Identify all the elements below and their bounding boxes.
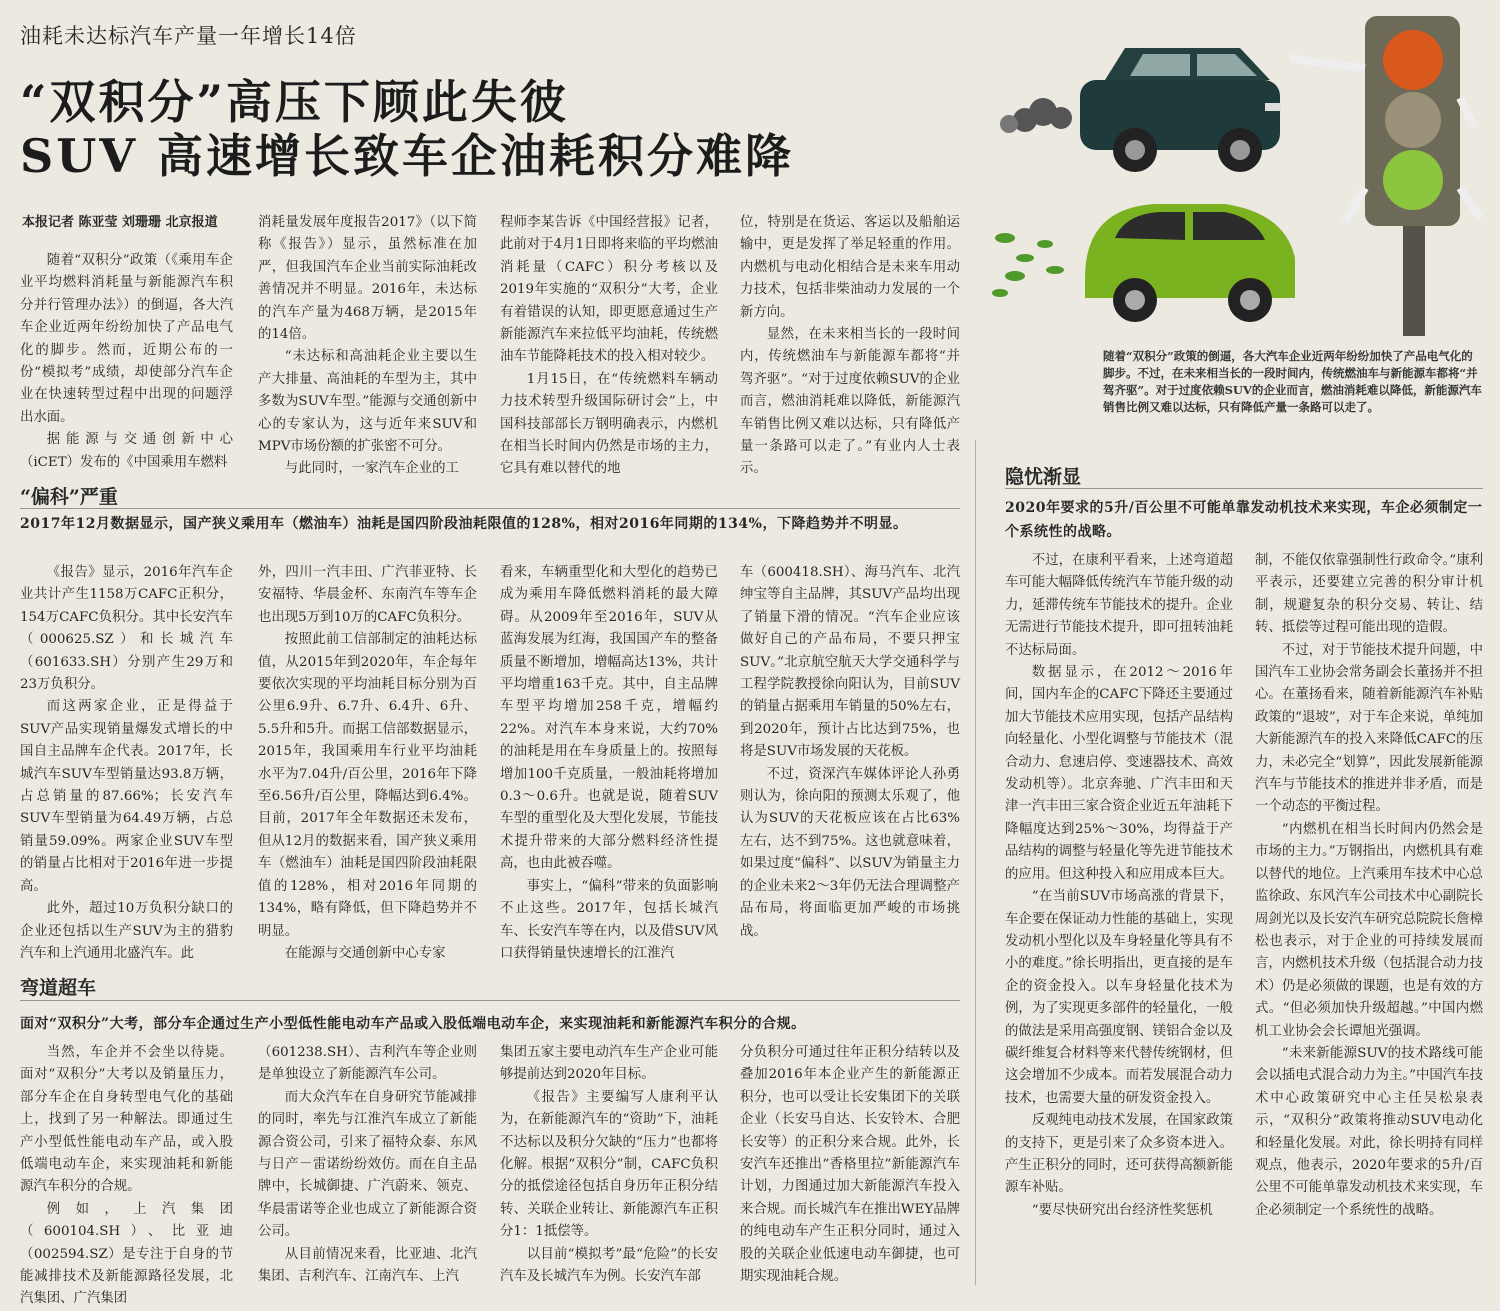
green-electric-car bbox=[1085, 204, 1295, 322]
paragraph: 不过，在康利平看来，上述弯道超车可能大幅降低传统汽车节能升级的动力，延滞传统车节能技术的提升。企业无需进行节能技术提升，即可扭转油耗不达标局面。 bbox=[1005, 553, 1233, 658]
paragraph: 位，特别是在货运、客运以及船舶运输中，更是发挥了举足轻重的作用。内燃机与电动化相结合是未来车用动力技术，包括非柴油动力发展的一个新方向。 bbox=[740, 215, 960, 320]
paragraph: 《报告》显示，2016年汽车企业共计产生1158万CAFC正积分，154万CAFC负积分。其中长安汽车（000625.SZ）和长城汽车（601633.SH）分别产生29万和23万负积分。 bbox=[20, 565, 233, 693]
paragraph: 而这两家企业，正是得益于SUV产品实现销量爆发式增长的中国自主品牌车企代表。2017年，长城汽车SUV车型销量达93.8万辆，占总销量的87.66%；长安汽车SUV车型销量为64.49万辆，占总销量59.09%。两家企业SUV车型的销量占比相对于2016年进一步提高。 bbox=[20, 699, 233, 894]
headline-line-1: “双积分”高压下顾此失彼 bbox=[20, 75, 569, 129]
paragraph: 在能源与交通创新中心专家 bbox=[284, 945, 446, 961]
paragraph: 当然，车企并不会坐以待毙。面对“双积分”大考以及销量压力，部分车企在自身转型电气化的基础上，找到了另一种解法。即通过生产小型低性能电动车产品，或入股低端电动车企，来实现油耗和新能源汽车积分的合规。 bbox=[20, 1045, 233, 1195]
column-divider bbox=[975, 440, 976, 1285]
paragraph: 不过，资深汽车媒体评论人孙勇则认为，徐向阳的预测太乐观了，他认为SUV的天花板应该在占比63%左右，达不到75%。这也就意味着，如果过度“偏科”、以SUV为销量主力的企业未来2～3年仍无法合理调整产品布局，将面临更加严峻的市场挑战。 bbox=[740, 766, 960, 939]
section-deck-overtake: 面对“双积分”大考，部分车企通过生产小型低性能电动车产品或入股低端电动车企，来实现油耗和新能源汽车积分的合规。 bbox=[20, 1016, 806, 1032]
paragraph: 按照此前工信部制定的油耗达标值，从2015年到2020年，车企每年要依次实现的平均油耗目标分别为百公里6.9升、6.7升、6.4升、6升、5.5升和5升。而据工信部数据显示，2015年，我国乘用车行业平均油耗水平为7.04升/百公里，2016年下降至6.56升/百公里，降幅达到6.4%。目前，2017年全年数据还未发布，但从12月的数据来看，国产狭义乘用车（燃油车）油耗是国四阶段油耗限值的128%，相对2016年同期的134%，略有降低，但下降趋势并不明显。 bbox=[258, 632, 477, 939]
mid-column-1 bbox=[20, 562, 233, 965]
paragraph: 据能源与交通创新中心（iCET）发布的《中国乘用车燃料 bbox=[20, 432, 233, 470]
exhaust-smoke-icon bbox=[1000, 98, 1072, 133]
mid-column-4 bbox=[740, 562, 960, 943]
paragraph: “要尽快研究出台经济性奖惩机 bbox=[1031, 1202, 1213, 1218]
section-title-bias: “偏科”严重 bbox=[20, 486, 118, 508]
paragraph: “未达标和高油耗企业主要以生产大排量、高油耗的车型为主，其中多数为SUV车型。”能源与交通创新中心的专家认为，这与近年来SUV和MPV市场份额的扩张密不可分。 bbox=[258, 349, 477, 455]
top-column-1 bbox=[20, 250, 233, 474]
paragraph: 消耗量发展年度报告2017》（以下简称《报告》）显示，虽然标准在加严，但我国汽车企业当前实际油耗改善情况并不明显。2016年，未达标的汽车产量为468万辆，是2015年的14倍。 bbox=[258, 215, 477, 343]
paragraph: “在当前SUV市场高涨的背景下，车企要在保证动力性能的基础上，实现发动机小型化以及车身轻量化等具有不小的难度。”徐长明指出，更直接的是车企的资金投入。以车身轻量化技术为例，为了实现更多部件的轻量化，一般的做法是采用高强度钢、镁铝合金以及碳纤维复合材料等来代替传统钢材，但这会增加不少成本。而若发展混合动力技术，也需要大量的研发资金投入。 bbox=[1005, 889, 1233, 1106]
kicker: 油耗未达标汽车产量一年增长14倍 bbox=[20, 24, 357, 48]
paragraph: 制，不能仅依靠强制性行政命令。”康利平表示，还要建立完善的积分审计机制，规避复杂的积分交易、转让、结转、抵偿等过程可能出现的造假。 bbox=[1255, 553, 1483, 636]
cars-traffic-light-illustration bbox=[985, 8, 1495, 338]
paragraph: 以目前“模拟考”最“危险”的长安汽车及长城汽车为例。长安汽车部 bbox=[500, 1246, 718, 1285]
section-deck-bias: 2017年12月数据显示，国产狭义乘用车（燃油车）油耗是国四阶段油耗限值的128%，相对2016年同期的134%，下降趋势并不明显。 bbox=[20, 516, 908, 532]
image-caption: 随着“双积分”政策的倒逼，各大汽车企业近两年纷纷加快了产品电气化的脚步。不过，在未来相当长的一段时间内，传统燃油车与新能源车都将“并驾齐驱”。对于过度依赖SUV的企业而言，燃油消耗难以降低，新能源汽车销售比例又难以达标，只有降低产量一条路可以走了。 bbox=[1103, 349, 1482, 414]
paragraph: 数据显示，在2012～2016年间，国内车企的CAFC下降还主要通过加大节能技术应用实现，包括产品结构向轻量化、小型化调整与节能技术（混合动力、怠速启停、变速器技术、高效发动机等）。北京奔驰、广汽丰田和天津一汽丰田三家合资企业近五年油耗下降幅度达到25%～30%，均得益于产品结构的调整与轻量化等先进节能技术的应用。但这种投入和应用成本巨大。 bbox=[1005, 665, 1233, 882]
bottom-column-4 bbox=[740, 1042, 960, 1288]
paragraph: 车（600418.SH）、海马汽车、北汽绅宝等自主品牌，其SUV产品均出现了销量下滑的情况。“汽车企业应该做好自己的产品布局，不要只押宝SUV。”北京航空航天大学交通科学与工程学院教授徐向阳认为，目前SUV的销量占据乘用车销量的50%左右，到2020年，预计占比达到75%，也将是SUV市场发展的天花板。 bbox=[740, 565, 960, 760]
paragraph: 事实上，“偏科”带来的负面影响不止这些。2017年，包括长城汽车、长安汽车等在内，以及借SUV风口获得销量快速增长的江淮汽 bbox=[500, 878, 718, 961]
paragraph: （601238.SH）、吉利汽车等企业则是单独设立了新能源汽车公司。 bbox=[258, 1045, 477, 1083]
mid-column-2 bbox=[258, 562, 477, 965]
paragraph: 程师李某告诉《中国经营报》记者，此前对于4月1日即将来临的平均燃油消耗量（CAFC）积分考核以及2019年实施的“双积分”大考，企业有着错误的认知，即更愿意通过生产新能源汽车来拉低平均油耗，传统燃油车节能降耗技术的投入相对较少。 bbox=[500, 215, 718, 365]
paragraph: 此外，超过10万负积分缺口的企业还包括以生产SUV为主的猎豹汽车和上汽通用北盛汽车。此 bbox=[20, 901, 233, 961]
paragraph: 反观纯电动技术发展，在国家政策的支持下，更是引来了众多资本进入。产生正积分的同时，还可获得高额新能源车补贴。 bbox=[1005, 1113, 1233, 1196]
paragraph: 显然，在未来相当长的一段时间内，传统燃油车与新能源车都将“并驾齐驱”。“对于过度依赖SUV的企业而言，燃油消耗难以降低，新能源汽车销售比例又难以达标，只有降低产量一条路可以走了。”有业内人士表示。 bbox=[740, 327, 960, 477]
paragraph: 集团五家主要电动汽车生产企业可能够提前达到2020年目标。 bbox=[500, 1045, 718, 1083]
right-column-1 bbox=[1005, 550, 1233, 1222]
right-column-2 bbox=[1255, 550, 1483, 1222]
paragraph: 而大众汽车在自身研究节能减排的同时，率先与江淮汽车成立了新能源合资公司，引来了福特众泰、东风与日产－雷诺纷纷效仿。而在自主品牌中，长城御捷、广汽蔚来、领克、华晨雷诺等企业也成立了新能源合资公司。 bbox=[258, 1089, 477, 1240]
paragraph: 例如，上汽集团（600104.SH）、比亚迪（002594.SZ）是专注于自身的节能减排技术及新能源路径发展，北汽集团、广汽集团 bbox=[20, 1201, 233, 1307]
byline: 本报记者 陈亚莹 刘珊珊 北京报道 bbox=[22, 215, 218, 230]
paragraph: “未来新能源SUV的技术路线可能会以插电式混合动力为主。”中国汽车技术中心政策研究中心主任吴松泉表示，“双积分”政策将推动SUV电动化和轻量化发展。对此，徐长明持有同样观点，他表示，2020年要求的5升/百公里不可能单靠发动机技术来实现，车企必须制定一个系统性的战略。 bbox=[1255, 1045, 1483, 1218]
leaf-exhaust-icon bbox=[992, 233, 1064, 297]
paragraph: 随着“双积分”政策（《乘用车企业平均燃料消耗量与新能源汽车积分并行管理办法》）的倒逼，各大汽车企业近两年纷纷加快了产品电气化的脚步。然而，近期公布的一份“模拟考”成绩，却使部分汽车企业在快速转型过程中出现的问题浮出水面。 bbox=[20, 253, 233, 425]
section-title-overtake: 弯道超车 bbox=[20, 977, 97, 999]
section-deck-worries: 2020年要求的5升/百公里不可能单靠发动机技术来实现，车企必须制定一个系统性的战略。 bbox=[1005, 500, 1483, 540]
paragraph: 看来，车辆重型化和大型化的趋势已成为乘用车降低燃料消耗的最大障碍。从2009年至2016年，SUV从蓝海发展为红海，我国国产车的整备质量不断增加，增幅高达13%，共计平均增重163千克。其中，自主品牌车型平均增加258千克，增幅约22%。对汽车本身来说，大约70%的油耗是用在车身质量上的。按照每增加100千克质量，一般油耗将增加0.3～0.6升。也就是说，随着SUV车型的重型化及大型化发展，节能技术提升带来的大部分燃料经济性提高，也由此被吞噬。 bbox=[500, 565, 718, 872]
paragraph: 外，四川一汽丰田、广汽菲亚特、长安福特、华晨金杯、东南汽车等车企也出现5万到10万的CAFC负积分。 bbox=[258, 565, 477, 625]
headline-line-2: SUV 高速增长致车企油耗积分难降 bbox=[20, 129, 795, 183]
paragraph: 1月15日，在“传统燃料车辆动力技术转型升级国际研讨会”上，中国科技部部长万钢明确表示，内燃机在相当长时间内仍然是市场的主力，它具有难以替代的地 bbox=[500, 371, 718, 477]
bottom-column-1 bbox=[20, 1042, 233, 1311]
traffic-light-icon bbox=[1290, 16, 1480, 336]
mid-column-3 bbox=[500, 562, 718, 965]
divider bbox=[1005, 488, 1483, 489]
paragraph: 不过，对于节能技术提升问题，中国汽车工业协会常务副会长董扬并不担心。在董扬看来，随着新能源汽车补贴政策的“退坡”，对于车企来说，单纯加大新能源汽车的投入来降低CAFC的压力，未必完全“划算”，因此发展新能源汽车与节能技术的推进并非矛盾，而是一个动态的平衡过程。 bbox=[1255, 642, 1483, 815]
top-column-4 bbox=[740, 212, 960, 481]
paragraph: 分负积分可通过往年正积分结转以及叠加2016年本企业产生的新能源正积分，也可以受让长安集团下的关联企业（长安马自达、长安铃木、合肥长安等）的正积分来合规。此外，长安汽车还推出“香格里拉”新能源汽车计划，力图通过加大新能源汽车投入来合规。而长城汽车在推出WEY品牌的纯电动车产生正积分同时，通过入股的关联企业低速电动车御捷，也可期实现油耗合规。 bbox=[740, 1045, 960, 1285]
paragraph: 与此同时，一家汽车企业的工 bbox=[284, 461, 459, 477]
top-column-2 bbox=[258, 212, 477, 481]
paragraph: 《报告》主要编写人康利平认为，在新能源汽车的“资助”下，油耗不达标以及积分欠缺的“压力”也都将化解。根据“双积分”制，CAFC负积分的抵偿途径包括自身历年正积分结转、关联企业转让、新能源汽车正积分1：1抵偿等。 bbox=[500, 1089, 718, 1240]
section-title-worries: 隐忧渐显 bbox=[1005, 466, 1082, 488]
top-column-3 bbox=[500, 212, 718, 481]
paragraph: 从目前情况来看，比亚迪、北汽集团、吉利汽车、江南汽车、上汽 bbox=[258, 1246, 477, 1285]
divider bbox=[20, 1000, 960, 1001]
bottom-column-3 bbox=[500, 1042, 718, 1288]
paragraph: “内燃机在相当长时间内仍然会是市场的主力。”万钢指出，内燃机具有难以替代的地位。上汽乘用车技术中心总监徐政、东风汽车公司技术中心副院长周剑光以及长安汽车研究总院院长詹樟松也表示，对于企业的可持续发展而言，内燃机技术升级（包括混合动力技术）仍是必须做的课题，也是有效的方式。“但必须加快升级超越。”中国内燃机工业协会会长谭旭光强调。 bbox=[1255, 821, 1483, 1039]
dark-suv-car bbox=[1080, 48, 1281, 172]
bottom-column-2 bbox=[258, 1042, 477, 1288]
divider bbox=[20, 508, 960, 509]
